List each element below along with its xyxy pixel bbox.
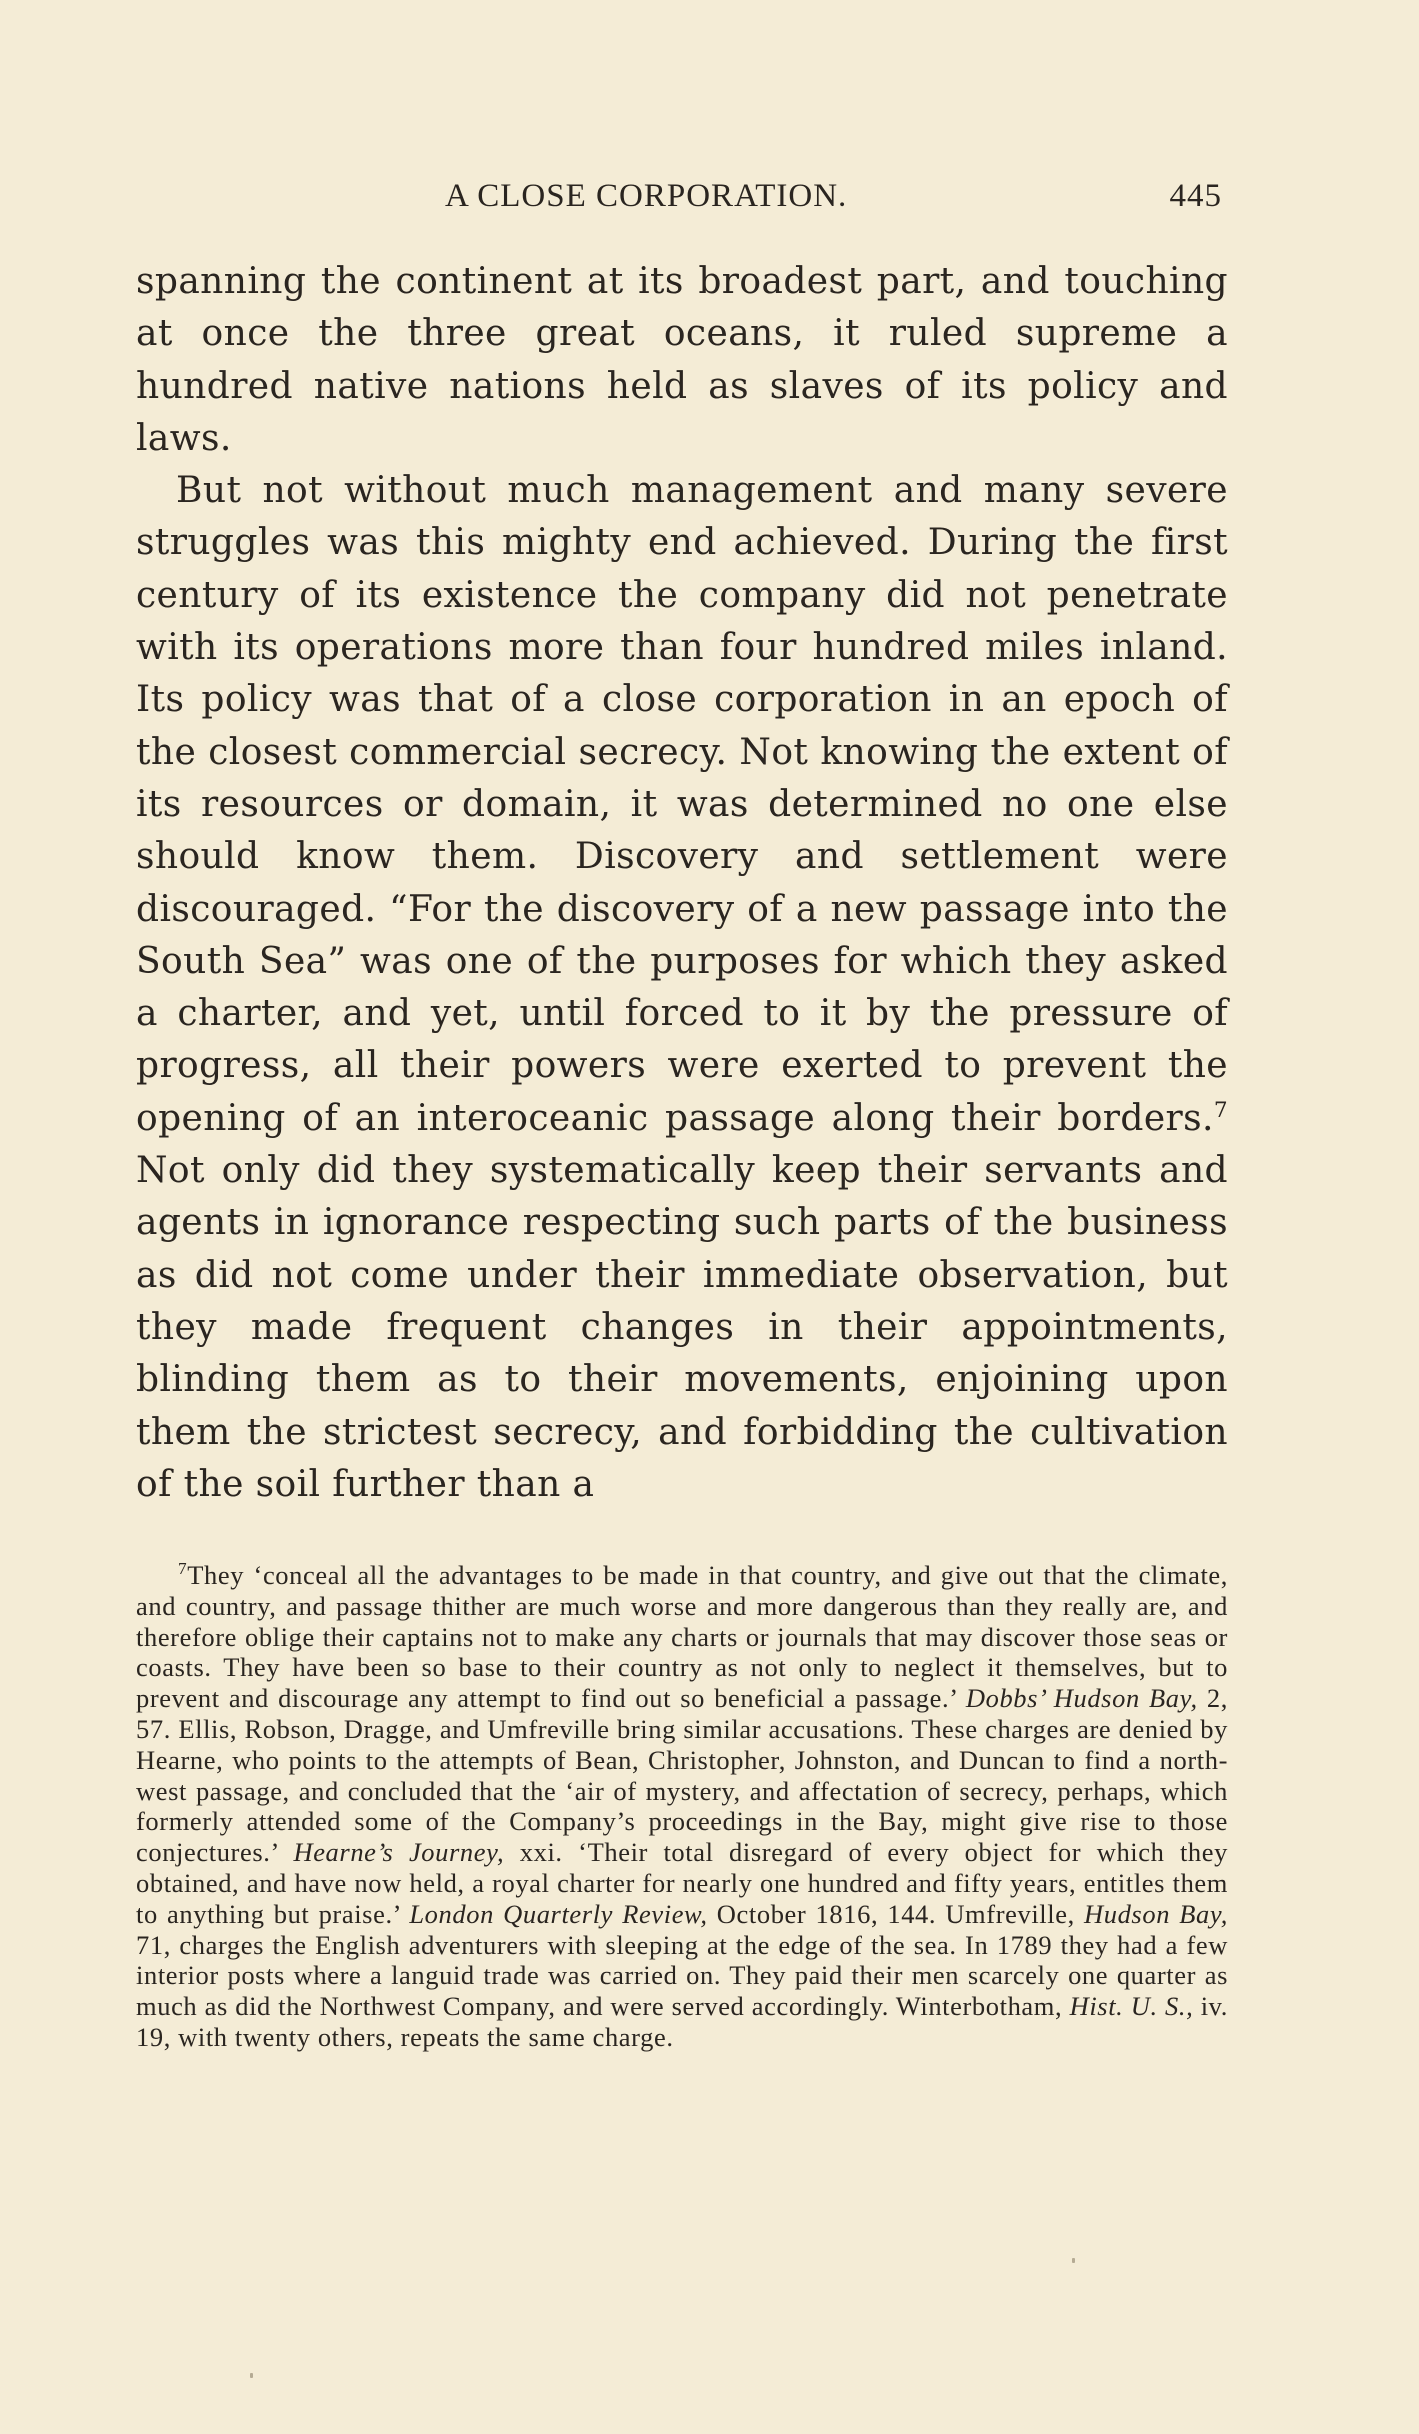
footnote-text-4: October 1816, 144. Umfreville, xyxy=(707,1898,1084,1929)
paragraph-2-part-2: Not only did they systematically keep their servants and agents in ignorance respecting such parts of the business as did not come under their immediate observation, but they made frequent changes in their appointments, blinding them as to their movements, enjoining upon them the strictest secrecy, and forbidding the cultivation of the soil further than a xyxy=(136,1150,1228,1505)
footnote-marker: 7 xyxy=(178,1559,188,1579)
citation-dobbs: Dobbs’ Hudson Bay, xyxy=(965,1683,1198,1714)
footnote xyxy=(136,1560,1228,2053)
footnote-text-1: They ‘conceal all the advantages to be made in that country, and give out that the climate, and country, and passage thither are much worse and more dangerous than they really are, and therefore oblige their captains not to make any charts or journals that may discover those seas or coasts. They have been so base to their country as not only to neglect it themselves, but to prevent and discourage any attempt to find out so beneficial a passage.’ xyxy=(136,1560,1228,1714)
running-title: A CLOSE CORPORATION. xyxy=(445,178,848,214)
paragraph-2 xyxy=(136,465,1228,1511)
paper-speck xyxy=(250,2373,253,2378)
paragraph-2-part-1: But not without much management and many severe struggles was this mighty end achieved. During the first century of its existence the company did not penetrate with its operations more than four hundred miles inland. Its policy was that of a close corporation in an epoch of the closest commercial secrecy. Not knowing the extent of its resources or domain, it was determined no one else should know them. Discovery and settlement were discouraged. “For the discovery of a new passage into the South Sea” was one of the purposes for which they asked a charter, and yet, until forced to it by the pressure of progress, all their powers were exerted to prevent the opening of an interoceanic passage along their borders. xyxy=(136,470,1228,1139)
paragraph-1: spanning the continent at its broadest part, and touching at once the three great oceans, it ruled supreme a hundred native nations held as slaves of its policy and laws. xyxy=(136,261,1228,459)
citation-hearne: Hearne’s Journey, xyxy=(293,1837,505,1868)
footnote-text-6: iv. 19, with twenty others, repeats the same charge. xyxy=(136,1991,1229,2052)
paper-speck xyxy=(1072,2258,1075,2263)
citation-umfreville: Hudson Bay, xyxy=(1084,1898,1229,1929)
footnote-text-3: xxi. ‘Their total disregard of every object for which they obtained, and have now held, a royal charter for nearly one hundred and fifty years, entitles them to anything but praise.’ xyxy=(136,1837,1228,1929)
page-number: 445 xyxy=(1169,178,1222,214)
page-header xyxy=(140,178,1222,226)
footnote-reference: 7 xyxy=(1213,1097,1228,1123)
citation-london-quarterly: London Quarterly Review, xyxy=(409,1898,708,1929)
footnote-text-2: 2, 57. Ellis, Robson, Dragge, and Umfreville bring similar accusations. These charges are denied by Hearne, who points to the attempts of Bean, Christopher, Johnston, and Duncan to find a north-west passage, and concluded that the ‘air of mystery, and affectation of secrecy, perhaps, which formerly attended some of the Company’s proceedings in the Bay, might give rise to those conjectures.’ xyxy=(136,1683,1229,1868)
footnote-text-5: 71, charges the English adventurers with sleeping at the edge of the sea. In 1789 they had a few interior posts where a languid trade was carried on. They paid their men scarcely one quarter as much as did the Northwest Company, and were served accordingly. Winterbotham, xyxy=(136,1929,1228,2022)
main-text xyxy=(136,256,1228,1511)
citation-winterbotham: Hist. U. S., xyxy=(1069,1991,1194,2022)
